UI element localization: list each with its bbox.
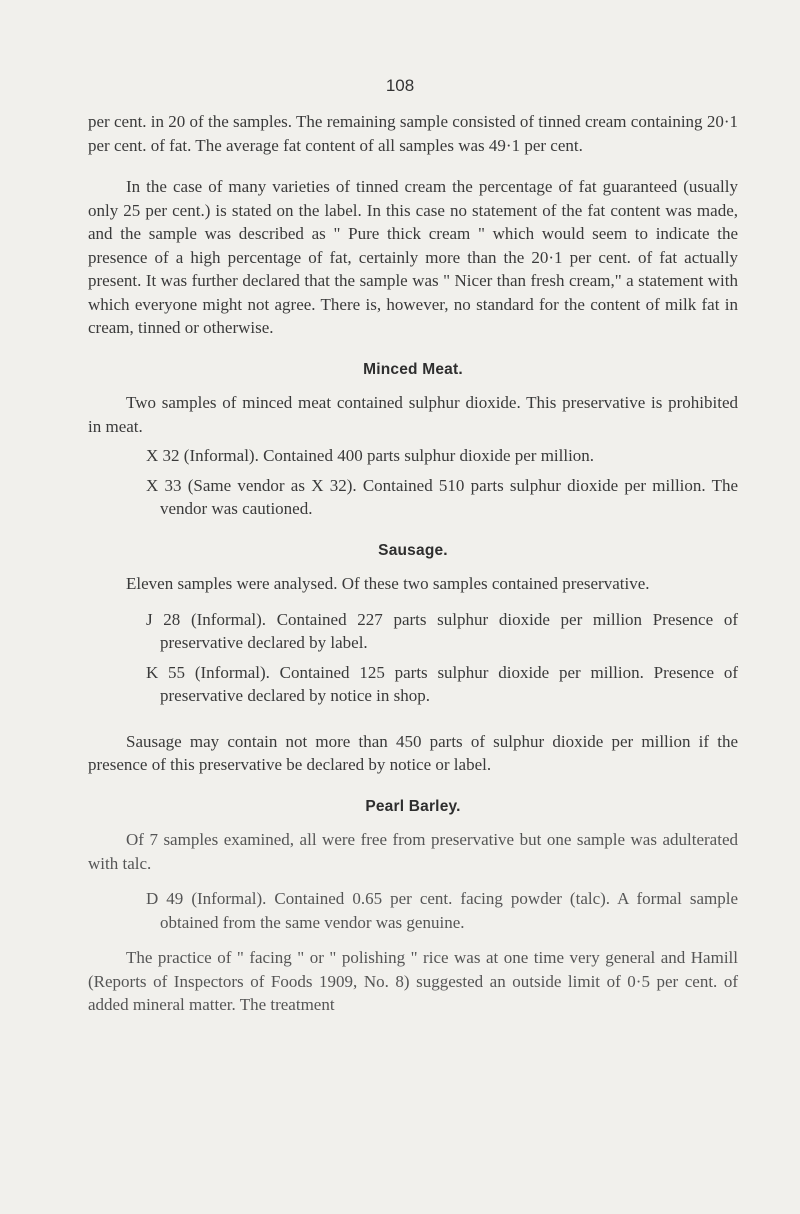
intro-paragraph-1: per cent. in 20 of the samples. The remaining sample consisted of tinned cream containing 20·1 per cent. of fat. The average fat content of all samples was 49·1 per cent. bbox=[88, 112, 738, 155]
sausage-note: Sausage may contain not more than 450 parts of sulphur dioxide per million if the presence of this preservative be declared by notice or label. bbox=[88, 731, 738, 774]
sausage-paragraph: Eleven samples were analysed. Of these two samples contained preservative. bbox=[126, 574, 650, 593]
heading-sausage: Sausage. bbox=[378, 541, 448, 559]
sausage-item-j28: J 28 (Informal). Contained 227 parts sulphur dioxide per million Presence of preservative declared by label. bbox=[146, 609, 738, 652]
intro-paragraph-2: In the case of many varieties of tinned cream the percentage of fat guaranteed (usually only 25 per cent.) is stated on the label. In this case no statement of the fat content was made, and the sample was described as " Pure thick cream " which would seem to indicate the presence of a high percentage of fat, certainly more than the 20·1 per cent. of fat actually present. It was further declared that the sample was " Nicer than fresh cream," a statement with which everyone might not agree. There is, however, no standard for the content of milk fat in cream, tinned or otherwise. bbox=[88, 177, 738, 337]
minced-meat-item-x32: X 32 (Informal). Contained 400 parts sulphur dioxide per million. bbox=[146, 446, 595, 465]
page-body bbox=[88, 110, 738, 1017]
minced-meat-item-x33: X 33 (Same vendor as X 32). Contained 510 parts sulphur dioxide per million. The vendor was cautioned. bbox=[146, 475, 738, 518]
minced-meat-paragraph: Two samples of minced meat contained sulphur dioxide. This preservative is prohibited in meat. bbox=[88, 393, 738, 436]
pearl-barley-note: The practice of " facing " or " polishing " rice was at one time very general and Hamill (Reports of Inspectors of Foods 1909, No. 8) suggested an outside limit of 0·5 per cent. of added mineral matter. The treatment bbox=[88, 948, 738, 1014]
heading-minced-meat: Minced Meat. bbox=[363, 360, 463, 378]
pearl-barley-paragraph: Of 7 samples examined, all were free from preservative but one sample was adulterated with talc. bbox=[88, 830, 738, 873]
sausage-item-k55: K 55 (Informal). Contained 125 parts sulphur dioxide per million. Presence of preservative declared by notice in shop. bbox=[146, 662, 738, 705]
heading-pearl-barley: Pearl Barley. bbox=[365, 797, 461, 815]
page-number: 108 bbox=[385, 76, 415, 95]
pearl-barley-item-d49: D 49 (Informal). Contained 0.65 per cent. facing powder (talc). A formal sample obtained from the same vendor was genuine. bbox=[146, 889, 738, 932]
